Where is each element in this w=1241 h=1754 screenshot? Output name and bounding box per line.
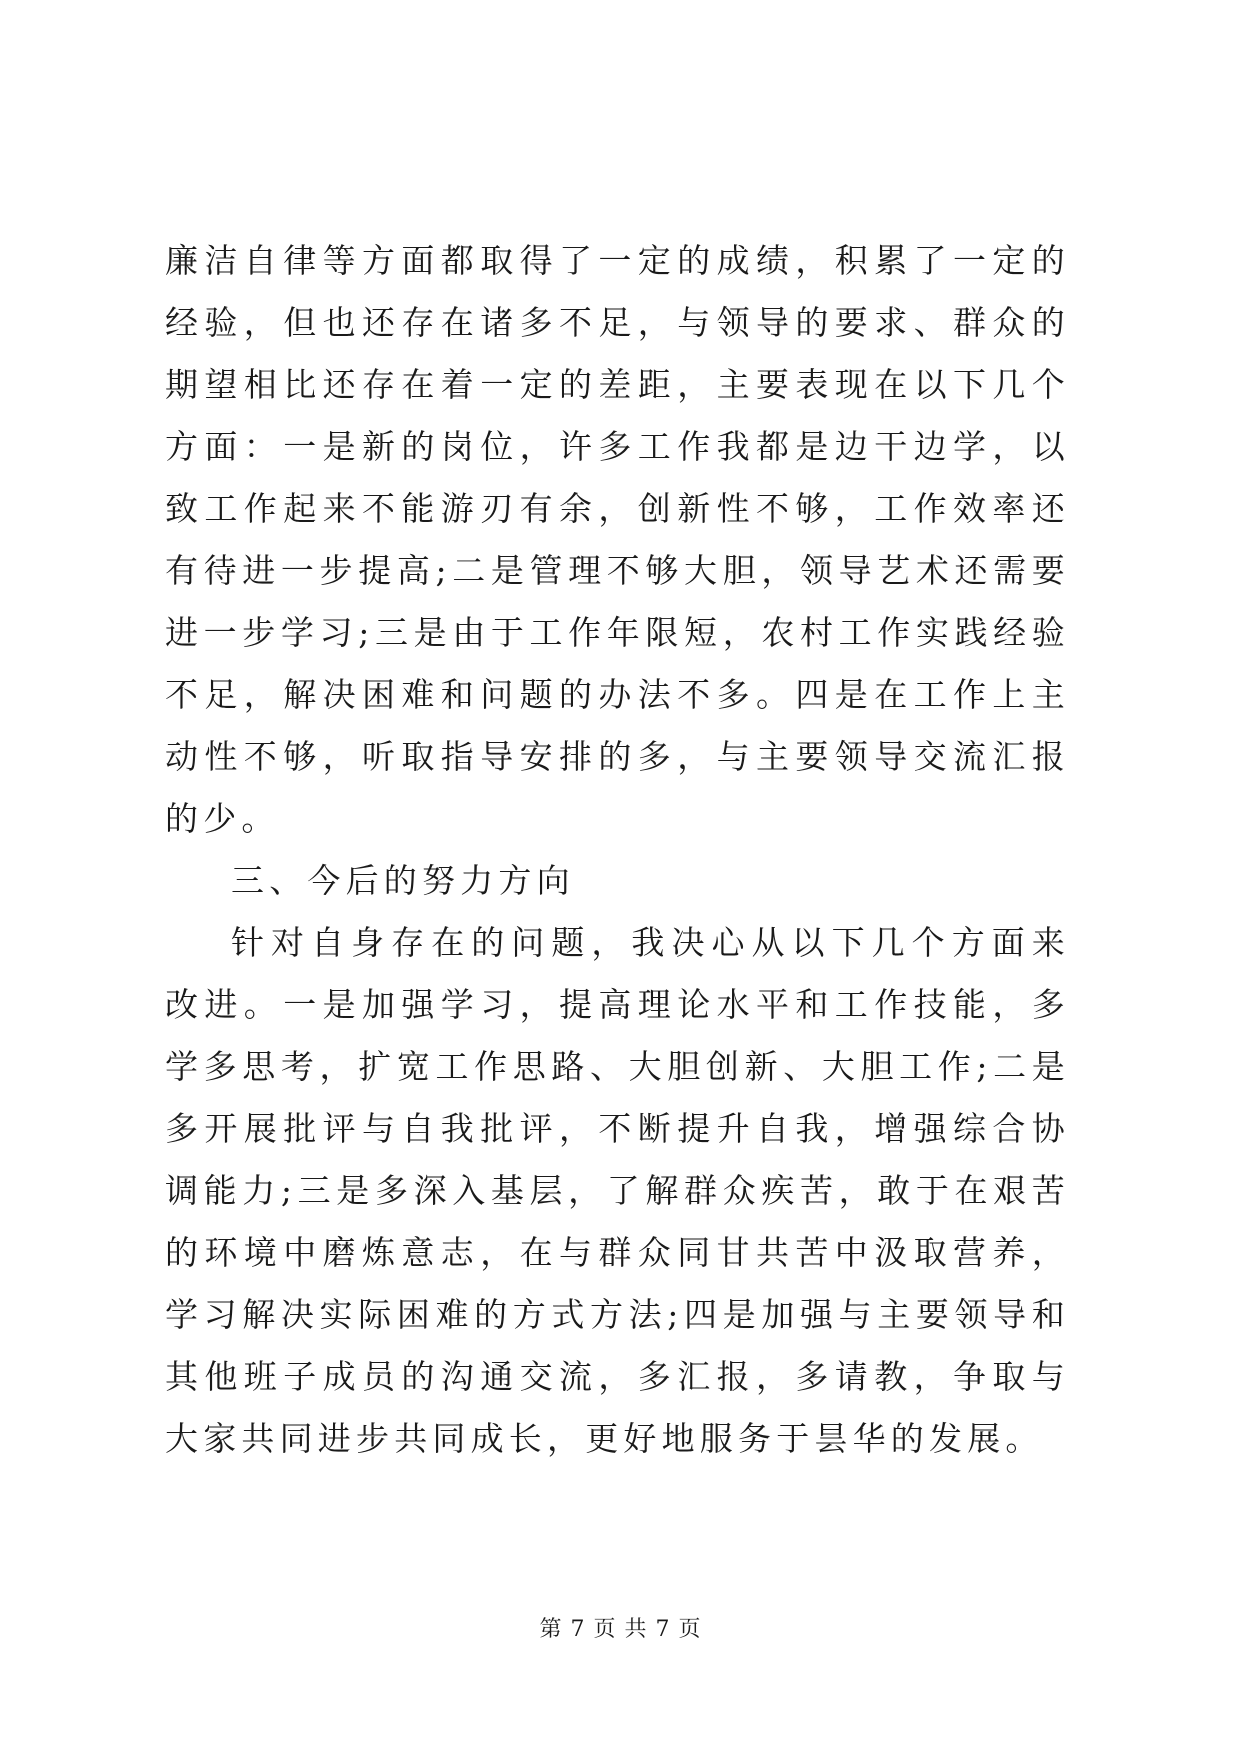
section-heading-future-direction: 三、今后的努力方向 — [231, 861, 575, 900]
paragraph-shortcomings: 廉洁自律等方面都取得了一定的成绩，积累了一定的经验，但也还存在诸多不足，与领导的要求、群众的期望相比还存在着一定的差距，主要表现在以下几个方面：一是新的岗位，许多工作我都是边干边学，以致工作起来不能游刃有余，创新性不够，工作效率还有待进一步提高;二是管理不够大胆，领导艺术还需要进一步学习;三是由于工作年限短，农村工作实践经验不足，解决困难和问题的办法不多。四是在工作上主动性不够，听取指导安排的多，与主要领导交流汇报的少。 — [165, 241, 1070, 838]
document-body — [165, 230, 1070, 1470]
page-number-footer: 第 7 页 共 7 页 — [539, 1617, 702, 1642]
paragraph-improvements: 针对自身存在的问题，我决心从以下几个方面来改进。一是加强学习，提高理论水平和工作技能，多学多思考，扩宽工作思路、大胆创新、大胆工作;二是多开展批评与自我批评，不断提升自我，增强综合协调能力;三是多深入基层，了解群众疾苦，敢于在艰苦的环境中磨炼意志，在与群众同甘共苦中汲取营养，学习解决实际困难的方式方法;四是加强与主要领导和其他班子成员的沟通交流，多汇报，多请教，争取与大家共同进步共同成长，更好地服务于昙华的发展。 — [165, 923, 1070, 1458]
